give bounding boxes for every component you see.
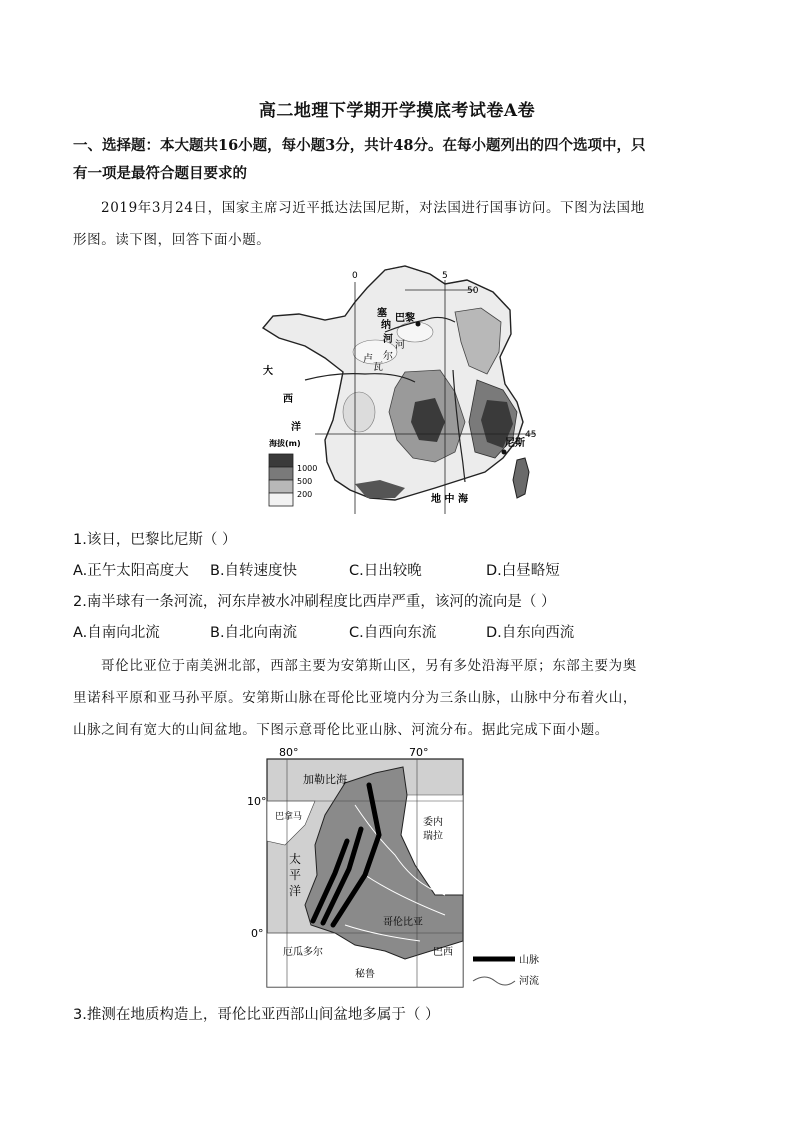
mediterranean-label: 地 中 海 — [431, 494, 468, 505]
brazil-label: 巴西 — [433, 947, 453, 958]
peru-label: 秘鲁 — [355, 969, 375, 980]
lon-80-label: 80° — [279, 746, 299, 759]
lat-50-label: 50 — [467, 286, 479, 296]
q2-option-d[interactable]: D.自东向西流 — [486, 625, 575, 641]
section-header-line2: 有一项是最符合题目要求的 — [73, 165, 247, 182]
lat-45-label: 45 — [525, 430, 537, 440]
section-header-line1: 一、选择题：本大题共16小题，每小题3分，共计48分。在每小题列出的四个选项中，只 — [73, 137, 646, 154]
nice-marker — [502, 450, 507, 455]
ecuador-label: 厄瓜多尔 — [283, 947, 323, 958]
panama-label: 巴拿马 — [275, 812, 303, 822]
q2-option-b[interactable]: B.自北向南流 — [210, 625, 298, 641]
pacific-label-2: 平 — [289, 868, 302, 882]
legend-mountain-label: 山脉 — [519, 955, 539, 966]
q1-option-a[interactable]: A.正午太阳高度大 — [73, 563, 189, 579]
legend-swatch-200 — [269, 480, 293, 493]
paris-marker — [416, 322, 421, 327]
legend-river-label: 河流 — [519, 976, 539, 987]
atlantic-label-3: 洋 — [291, 422, 301, 433]
legend-value-1000: 1000 — [297, 464, 318, 473]
lon-70-label: 70° — [409, 746, 429, 759]
intro-colombia-line1: 哥伦比亚位于南美洲北部，西部主要为安第斯山区，另有多处沿海平原；东部主要为奥 — [101, 658, 637, 674]
intro-colombia-line2: 里诺科平原和亚马孙平原。安第斯山脉在哥伦比亚境内分为三条山脉，山脉中分布着火山， — [73, 690, 637, 706]
atlantic-label-2: 西 — [283, 394, 293, 405]
colombia-label: 哥伦比亚 — [383, 917, 423, 928]
question-3: 3.推测在地质构造上，哥伦比亚西部山间盆地多属于（ ） — [73, 1007, 440, 1023]
paris-label: 巴黎 — [395, 313, 415, 324]
caribbean-label: 加勒比海 — [303, 773, 347, 786]
loire-label-2: 瓦 — [373, 362, 383, 373]
legend-swatch-500 — [269, 467, 293, 480]
atlantic-label-1: 大 — [263, 366, 273, 377]
intro-france-line1: 2019年3月24日，国家主席习近平抵达法国尼斯，对法国进行国事访问。下图为法国地 — [101, 200, 645, 216]
q1-option-c[interactable]: C.日出较晚 — [349, 563, 422, 579]
loire-label-1: 卢 — [363, 354, 373, 365]
question-1: 1.该日，巴黎比尼斯（ ） — [73, 532, 237, 548]
q1-option-d[interactable]: D.白昼略短 — [486, 563, 560, 579]
colombia-mountain-river-map — [245, 745, 555, 995]
legend-swatch-low — [269, 493, 293, 506]
lon-5-label: 5 — [442, 271, 448, 281]
q2-option-a[interactable]: A.自南向北流 — [73, 625, 160, 641]
intro-france-line2: 形图。读下图，回答下面小题。 — [73, 232, 271, 248]
venezuela-label-1: 委内 — [423, 817, 443, 828]
q1-option-b[interactable]: B.自转速度快 — [210, 563, 298, 579]
nice-label: 尼斯 — [505, 438, 525, 449]
lon-0-label: 0 — [352, 271, 358, 281]
loire-label-4: 河 — [395, 340, 405, 351]
q2-option-c[interactable]: C.自西向东流 — [349, 625, 437, 641]
seine-label-2: 纳 — [381, 320, 391, 331]
intro-colombia-line3: 山脉之间有宽大的山间盆地。下图示意哥伦比亚山脉、河流分布。据此完成下面小题。 — [73, 722, 609, 738]
venezuela-label-2: 瑞拉 — [423, 831, 443, 842]
legend-swatch-1000 — [269, 454, 293, 467]
seine-label-1: 塞 — [377, 308, 387, 319]
question-2: 2.南半球有一条河流，河东岸被水冲刷程度比西岸严重，该河的流向是（ ） — [73, 594, 556, 610]
page-title: 高二地理下学期开学摸底考试卷A卷 — [258, 101, 536, 121]
seine-label-3: 河 — [383, 334, 393, 345]
loire-label-3: 尔 — [383, 351, 393, 362]
france-terrain-map — [255, 262, 555, 514]
legend-title: 海拔(m) — [269, 439, 301, 448]
lat-10-label: 10° — [247, 795, 267, 808]
legend-value-200: 200 — [297, 490, 313, 499]
pacific-label-3: 洋 — [289, 884, 302, 898]
lat-0-label: 0° — [251, 927, 264, 940]
pacific-label-1: 太 — [289, 852, 302, 866]
legend-value-500: 500 — [297, 477, 313, 486]
